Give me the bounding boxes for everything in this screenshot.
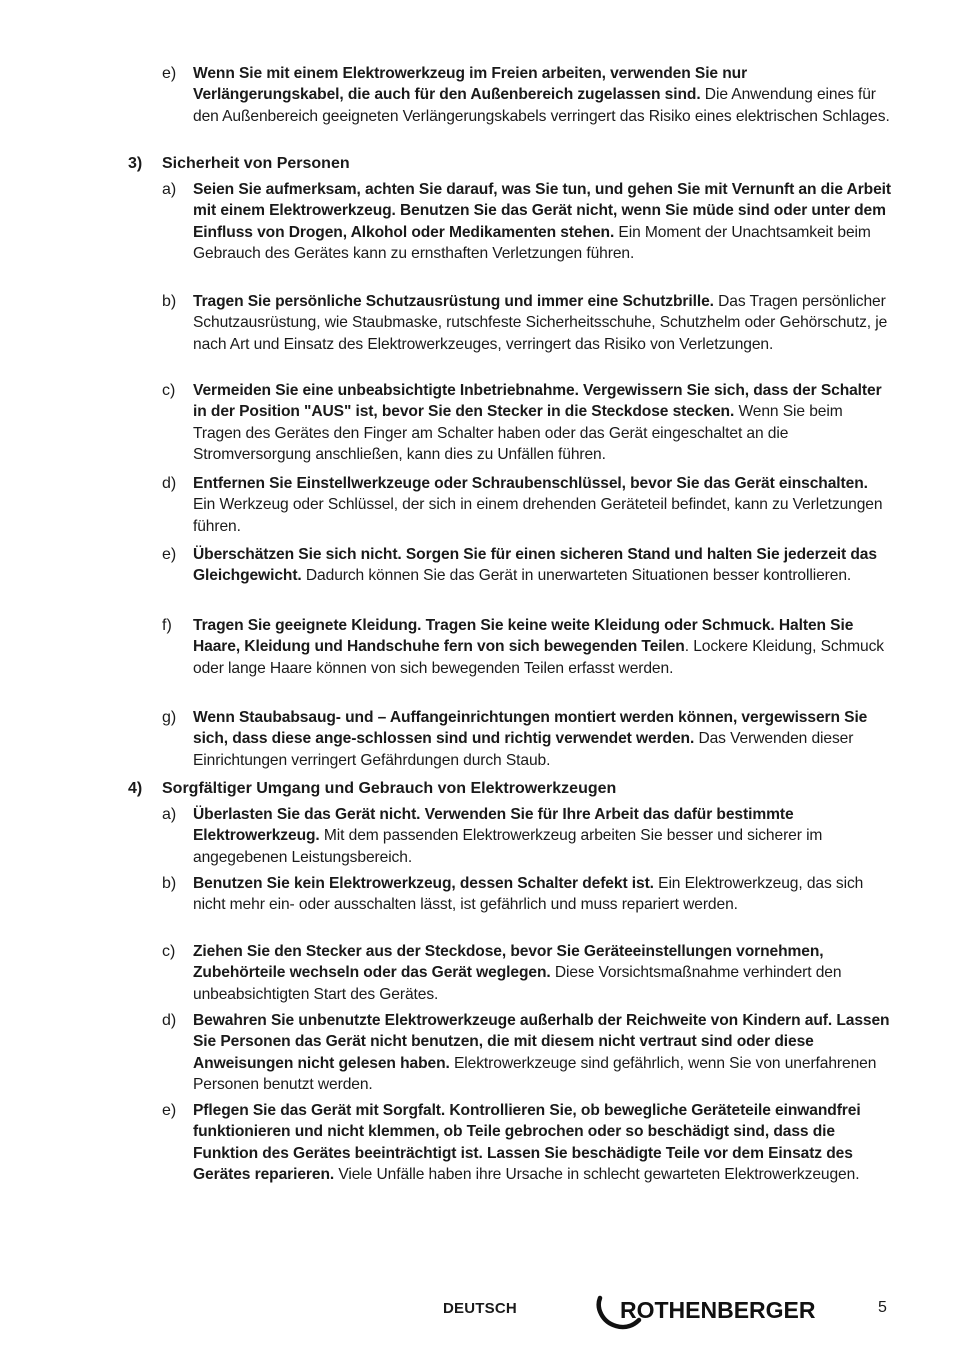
item-normal-text: Ein Werkzeug oder Schlüssel, der sich in einem drehenden Geräteteil befindet, kann zu Verletzungen führen. [193,496,883,535]
item-label: a) [162,181,177,198]
item-normal-text: Diese Vorsichtsmaßnahme verhindert den unbeabsichtigten Start des Gerätes. [193,964,842,1003]
item-label: d) [162,1012,177,1029]
item-text [193,473,891,537]
item-bold-text: Tragen Sie geeignete Kleidung. Tragen Sie keine weite Kleidung oder Schmuck. Halten Sie Haare, Kleidung und Handschuhe fern von sich bewegenden Teilen [193,617,854,656]
item-normal-text: Dadurch können Sie das Gerät in unerwarteten Situationen besser kontrollieren. [301,567,852,585]
item-normal-text: Ein Elektrowerkzeug, das sich nicht mehr ein- oder ausschalten lässt, ist gefährlich und muss repariert werden. [193,875,864,914]
item-text [193,380,891,465]
item-bold-text: Wenn Staubabsaug- und – Auffangeinrichtungen montiert werden können, vergewissern Sie sich, dass diese ange-schlossen sind und richtig verwendet werden. [193,709,868,748]
item-normal-text: Die Anwendung eines für den Außenbereich geeigneten Verlängerungskabels verringert das Risiko eines elektrischen Schlages. [193,86,890,125]
item-text [193,179,891,264]
item-label: d) [162,475,177,492]
item-bold-text: Benutzen Sie kein Elektrowerkzeug, dessen Schalter defekt ist. [193,875,654,892]
logo-wordmark: ROTHENBERGER [620,1297,816,1323]
section-number: 3) [128,155,143,172]
item-label: e) [162,546,177,563]
item-label: e) [162,65,177,82]
item-bold-text: Entfernen Sie Einstellwerkzeuge oder Schraubenschlüssel, bevor Sie das Gerät einschalten. [193,475,868,492]
item-bold-text: Pflegen Sie das Gerät mit Sorgfalt. Kontrollieren Sie, ob bewegliche Geräteteile einwandfrei funktionieren und nicht klemmen, ob Teile gebrochen oder so beschädigt sind, dass die Funktion des Gerätes beeinträchtigt ist. Lassen Sie beschädigte Teile vor dem Einsatz des Gerätes reparieren. [193,1102,861,1183]
section-title: Sicherheit von Personen [162,155,350,172]
item-bold-text: Bewahren Sie unbenutzte Elektrowerkzeuge außerhalb der Reichweite von Kindern auf. Lassen Sie Personen das Gerät nicht benutzen, die mit diesem nicht vertraut sind oder diese Anweisungen nicht gelesen haben. [193,1012,890,1072]
item-normal-text: Mit dem passenden Elektrowerkzeug arbeiten Sie besser und sicherer im angegebenen Leistungsbereich. [193,827,823,866]
item-normal-text: . Lockere Kleidung, Schmuck oder lange Haare können von sich bewegenden Teilen erfasst werden. [193,638,884,677]
item-text [193,1010,891,1095]
item-text [193,291,891,355]
item-label: a) [162,806,177,823]
item-bold-text: Überlasten Sie das Gerät nicht. Verwenden Sie für Ihre Arbeit das dafür bestimmte Elektrowerkzeug. [193,806,794,845]
item-bold-text: Tragen Sie persönliche Schutzausrüstung und immer eine Schutzbrille. [193,293,714,310]
item-text [193,873,891,916]
item-text [193,544,891,587]
item-label: e) [162,1102,177,1119]
section-title: Sorgfältiger Umgang und Gebrauch von Elektrowerkzeugen [162,780,617,797]
footer-language: DEUTSCH [443,1300,517,1317]
item-label: b) [162,293,177,310]
page-number: 5 [878,1299,887,1316]
item-text [193,941,891,1005]
item-text [193,804,891,868]
item-normal-text: Viele Unfälle haben ihre Ursache in schlecht gewarteten Elektrowerkzeugen. [334,1165,860,1183]
item-normal-text: Elektrowerkzeuge sind gefährlich, wenn Sie von unerfahrenen Personen benutzt werden. [193,1054,877,1093]
item-label: b) [162,875,177,892]
item-normal-text: Das Verwenden dieser Einrichtungen verringert Gefährdungen durch Staub. [193,730,854,769]
item-normal-text: Wenn Sie beim Tragen des Gerätes den Finger am Schalter haben oder das Gerät eingeschaltet an die Stromversorgung anschließen, kann dies zu Unfällen führen. [193,403,843,463]
item-label: f) [162,617,172,634]
item-label: g) [162,709,177,726]
item-text [193,707,891,771]
item-bold-text: Vermeiden Sie eine unbeabsichtigte Inbetriebnahme. Vergewissern Sie sich, dass der Schalter in der Position "AUS" ist, bevor Sie den Stecker in die Steckdose stecken. [193,382,882,421]
item-bold-text: Überschätzen Sie sich nicht. Sorgen Sie für einen sicheren Stand und halten Sie jederzeit das Gleichgewicht. [193,546,877,585]
item-normal-text: Das Tragen persönlicher Schutzausrüstung, wie Staubmaske, rutschfeste Sicherheitsschuhe, Schutzhelm oder Gehörschutz, je nach Art und Einsatz des Elektrowerkzeuges, verringert das Risiko von Verletzungen. [193,293,888,353]
rothenberger-logo [594,1292,834,1334]
section-number: 4) [128,780,143,797]
item-bold-text: Seien Sie aufmerksam, achten Sie darauf, was Sie tun, und gehen Sie mit Vernunft an die Arbeit mit einem Elektrowerkzeug. Benutzen Sie das Gerät nicht, wenn Sie müde sind oder unter dem Einfluss von Drogen, Alkohol oder Medikamenten stehen. [193,181,891,241]
item-label: c) [162,943,176,960]
item-normal-text: Ein Moment der Unachtsamkeit beim Gebrauch des Gerätes kann zu ernsthaften Verletzungen führen. [193,223,871,262]
item-text [193,615,891,679]
item-bold-text: Ziehen Sie den Stecker aus der Steckdose, bevor Sie Geräteeinstellungen vornehmen, Zubehörteile wechseln oder das Gerät weglegen. [193,943,824,982]
item-bold-text: Wenn Sie mit einem Elektrowerkzeug im Freien arbeiten, verwenden Sie nur Verlängerungskabel, die auch für den Außenbereich zugelassen sind. [193,65,748,104]
item-text [193,63,891,127]
item-label: c) [162,382,176,399]
item-text [193,1100,891,1185]
